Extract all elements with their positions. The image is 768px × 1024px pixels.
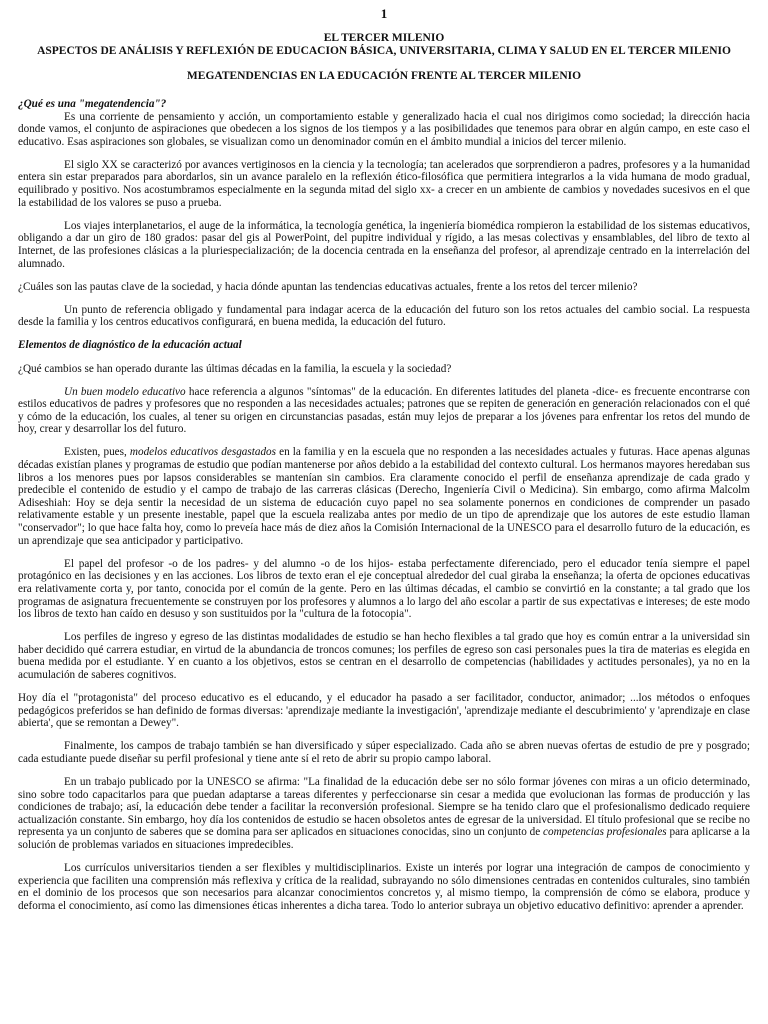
paragraph-punto-referencia: Un punto de referencia obligado y fundamental para indagar acerca de la educación del futuro son los retos actuales del cambio social. La respuesta desde la familia y los centros educativos configurará, en buena medida, la educación del futuro. [18, 303, 750, 329]
paragraph-siglo-xx: El siglo XX se caracterizó por avances vertiginosos en la ciencia y la tecnología; tan acelerados que sorprendieron a padres, profesores y a la humanidad entera sin estar preparados para abordarlos, sin un avance paralelo en la reflexión ético-filosófica que permitiera integrarlos a la vida humana de modo gradual, equilibrado y positivo. Nos acostumbramos especialmente en la segunda mitad del siglo xx- a crecer en un ambiente de cambios y novedades sucesivos en el que la estabilidad de los valores se puso a prueba. [18, 158, 750, 209]
question-pautas: ¿Cuáles son las pautas clave de la sociedad, y hacia dónde apuntan las tendencias educativas actuales, frente a los retos del tercer milenio? [18, 280, 638, 293]
paragraph-modelos-desgastados [18, 446, 750, 547]
emphasis-competencias: competencias profesionales [543, 826, 667, 839]
paragraph-viajes: Los viajes interplanetarios, el auge de la informática, la tecnología genética, la ingeniería biomédica rompieron la estabilidad de los sistemas educativos, obligando a dar un giro de 180 grados: pasar del gis al PowerPoint, del pupitre individual y rígido, a las mesas colectivas y ensamblables, del libro de texto al Internet, de las profesiones clásicas a la pluriespecialización; de la docencia centrada en la enseñanza del profesor, al aprendizaje centrado en la interrelación del alumnado. [18, 219, 750, 270]
question-cambios: ¿Qué cambios se han operado durante las últimas décadas en la familia, la escuela y la sociedad? [18, 362, 452, 375]
emphasis-modelo-educativo: Un buen modelo educativo [64, 385, 186, 398]
paragraph-unesco-text: En un trabajo publicado por la UNESCO se afirma: "La finalidad de la educación debe ser no sólo formar jóvenes con miras a un oficio determinado, sino sobre todo capacitarlos para que puedan adaptarse a tareas diferentes y perfeccionarse sin cesar a medida que evolucionan las formas de producción y las condiciones de trabajo; así, la educación debe tender a facilitar la reconversión profesional. Siempre se ha tenido claro que el profesionalismo dedicado requiere actualización constante. Sin embargo, hoy día los contenidos de estudio se hacen obsoletos antes de egresar de la universidad. El título profesional que se recibe no representa ya un conjunto de saberes que se domina para ser aplicados en situaciones conocidas, sino un conjunto de [18, 776, 750, 839]
document-title: EL TERCER MILENIO [323, 32, 445, 44]
paragraph-modelo-educativo [18, 386, 750, 436]
paragraph-modelos-desgastados-start: Existen, pues, [64, 446, 130, 459]
emphasis-modelos-desgastados: modelos educativos desgastados [129, 446, 276, 459]
paragraph-campos-trabajo: Finalmente, los campos de trabajo también se han diversificado y súper especializado. Cada año se abren nuevas ofertas de estudio de pre y posgrado; cada estudiante puede diseñar su perfil profesional y tiene ante sí el reto de abrir su propio campo laboral. [18, 740, 750, 765]
section-title: MEGATENDENCIAS EN LA EDUCACIÓN FRENTE AL TERCER MILENIO [186, 70, 582, 82]
document-subtitle: ASPECTOS DE ANÁLISIS Y REFLEXIÓN DE EDUCACION BÁSICA, UNIVERSITARIA, CLIMA Y SALUD EN EL TERCER MILENIO [37, 45, 731, 57]
paragraph-unesco [18, 776, 750, 852]
paragraph-modelos-desgastados-text: en la familia y en la escuela que no responden a las necesidades actuales y futuras. Hace apenas algunas décadas existían planes y programas de estudio que podían mantenerse por años debido a la estabilidad del contexto cultural. Los hermanos mayores heredaban sus libros a los menores pues por lapsos considerables se mantenían sin cambios. Era claramente conocido el perfil de enseñanza aprendizaje de cada grado y predecible el contenido de estudio y el campo de trabajo de las carreras clásicas (Derecho, Ingeniería Civil o Medicina). Sin embargo, como afirma Malcolm Adiseshiah: Hoy se deja sentir la necesidad de un sistema de educación cuyo papel no sea solamente ponernos en condiciones de comprender un pasado relativamente estable y un presente inestable, papel que la escuela realizaba antes por medio de un tipo de aprendizaje que los autores de este estudio llaman "conservador"; lo que hace falta hoy, como lo preveía hace más de diez años la Comisión Internacional de la UNESCO para el desarrollo futuro de la educación, es un aprendizaje que sea anticipador y participativo. [18, 446, 750, 547]
paragraph-modelo-educativo-text: hace referencia a algunos "síntomas" de la educación. En diferentes latitudes del planeta -dice- es frecuente encontrarse con estilos educativos de padres y profesores que no responden a las necesidades actuales; patrones que se repiten de generación en generación relacionados con el qué y cómo de la educación, los cuales, al tener su origen en circunstancias pasadas, están muy lejos de preparar a los jóvenes para enfrentar los retos del mundo de hoy, crear y desarrollar los del futuro. [18, 385, 751, 436]
paragraph-papel-profesor: El papel del profesor -o de los padres- y del alumno -o de los hijos- estaba perfectamente diferenciado, pero el educador tenía siempre el papel protagónico en las decisiones y en las acciones. Los libros de texto eran el eje conceptual alrededor del cual giraba la enseñanza; la oferta de opciones educativas era relativamente corta y, por tanto, conocida por el común de la gente. Pero en las últimas décadas, el cambio se convirtió en la constante; a tal grado que los programas de asignatura frecuentemente se construyen por los profesores y alumnos a lo largo del año escolar a partir de sus expectativas e intereses; de este modo los libros de texto han caído en desuso y son sustituidos por la "cultura de la fotocopia". [18, 557, 750, 621]
paragraph-curriculos: Los currículos universitarios tienden a ser flexibles y multidisciplinarios. Existe un interés por lograr una integración de campos de conocimiento y experiencia que faciliten una comprensión más reflexiva y crítica de la realidad, subrayando no sólo dimensiones centradas en contenidos culturales, sino también en el dominio de los procesos que son necesarios para alcanzar conocimientos concretos y, al mismo tiempo, la comprensión de cómo se elabora, produce y deforma el conocimiento, así como las dimensiones éticas inherentes a dicha tarea. Todo lo anterior subraya un objetivo educativo definitivo: aprender a aprender. [18, 862, 750, 912]
heading-diagnostico: Elementos de diagnóstico de la educación actual [18, 339, 242, 352]
paragraph-protagonista: Hoy día el "protagonista" del proceso educativo es el educando, y el educador ha pasado a ser facilitador, conductor, animador; ...los métodos o enfoques pedagógicos preferidos se han definido de formas diversas: 'aprendizaje mediante la investigación', 'aprendizaje mediante el descubrimiento' y 'aprendizaje en clase abierta', que se remontan a Dewey". [18, 692, 750, 730]
page-number: 1 [380, 6, 388, 21]
paragraph-definition: Es una corriente de pensamiento y acción, un comportamiento estable y generalizado hacia el cual nos dirigimos como sociedad; la dirección hacia donde vamos, el conjunto de aspiraciones que obedecen a los signos de los tiempos y a las posibilidades que tenemos para obrar en algún campo, en este caso el educativo. Esas aspiraciones son globales, se visualizan como un denominador común en el ámbito mundial a inicios del tercer milenio. [18, 110, 750, 148]
question-heading-megatendencia: ¿Qué es una "megatendencia"? [18, 98, 167, 110]
paragraph-perfiles: Los perfiles de ingreso y egreso de las distintas modalidades de estudio se han hecho flexibles a tal grado que hoy es común entrar a la universidad sin haber decidido qué carrera estudiar, en virtud de la abundancia de troncos comunes; los perfiles de egreso son casi personales pues la tira de materias es elegida en buena medida por el estudiante. Y en cuanto a los objetivos, estos se centran en el desarrollo de competencias (habilidades y actitudes personales), ya no en la acumulación de saberes cognitivos. [18, 631, 750, 681]
paragraph-unesco-end: para aplicarse a la solución de problemas variados en situaciones impredecibles. [18, 826, 751, 851]
